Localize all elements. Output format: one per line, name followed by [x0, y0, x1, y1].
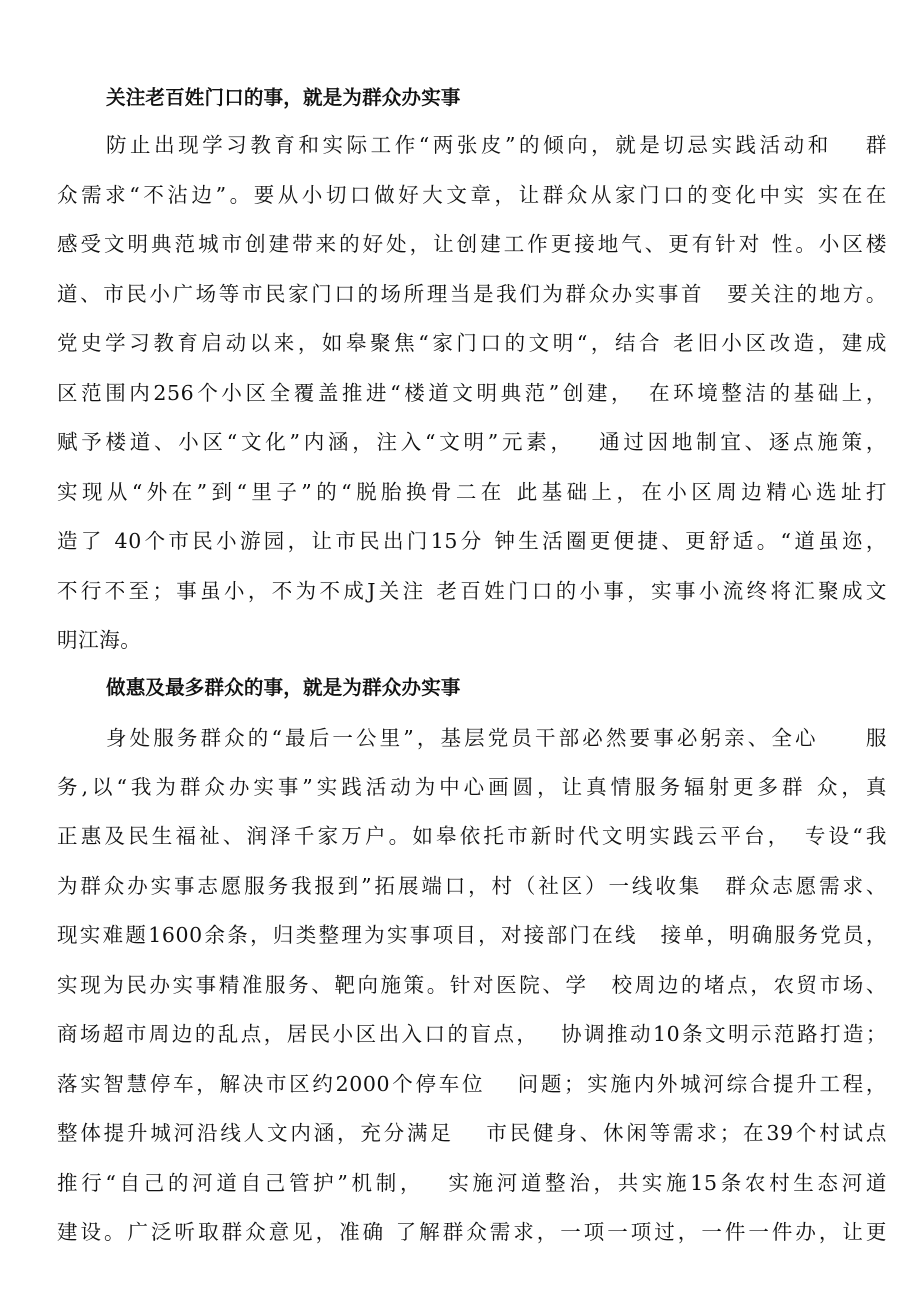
paragraph-line: 商场超市周边的乱点，居民小区出入口的盲点， 协调推动10条文明示范路打造；: [57, 1022, 887, 1046]
paragraph-line: 落实智慧停车，解决市区约2000个停车位 问题；实施内外城河综合提升工程，: [57, 1072, 887, 1096]
paragraph-line: 实现为民办实事精准服务、靶向施策。针对医院、学 校周边的堵点，农贸市场、: [57, 973, 887, 997]
paragraph-line: 不行不至；事虽小，不为不成J关注 老百姓门口的小事，实事小流终将汇聚成文: [57, 579, 887, 603]
paragraph-line: 为群众办实事志愿服务我报到”拓展端口，村（社区）一线收集 群众志愿需求、: [57, 874, 887, 898]
paragraph-line: 感受文明典范城市创建带来的好处，让创建工作更接地气、更有针对 性。小区楼: [57, 232, 887, 256]
paragraph-line: 道、市民小广场等市民家门口的场所理当是我们为群众办实事首 要关注的地方。: [57, 282, 887, 306]
paragraph-line: 造了 40个市民小游园，让市民出门15分 钟生活圈更便捷、更舒适。“道虽迩，: [57, 529, 887, 553]
paragraph-line: 身处服务群众的“最后一公里”，基层党员干部必然要事必躬亲、全心 服: [106, 726, 887, 750]
paragraph-line: 推行“自己的河道自己管护”机制， 实施河道整治，共实施15条农村生态河道: [57, 1171, 887, 1195]
paragraph-line: 务,以“我为群众办实事”实践活动为中心画圆，让真情服务辐射更多群 众，真: [57, 775, 887, 799]
paragraph-line: 实现从“外在”到“里子”的“脱胎换骨二在 此基础上，在小区周边精心选址打: [57, 480, 887, 504]
paragraph-line: 现实难题1600余条，归类整理为实事项目，对接部门在线 接单，明确服务党员，: [57, 923, 887, 947]
paragraph-line: 众需求“不沾边”。要从小切口做好大文章，让群众从家门口的变化中实 实在在: [57, 183, 887, 207]
paragraph-line: 建设。广泛听取群众意见，准确 了解群众需求，一项一项过，一件一件办，让更: [57, 1220, 887, 1244]
paragraph-line: 防止出现学习教育和实际工作“两张皮”的倾向，就是切忌实践活动和 群: [106, 133, 887, 157]
paragraph-line: 党史学习教育启动以来，如皋聚焦“家门口的文明“，结合 老旧小区改造，建成: [57, 331, 887, 355]
paragraph-line: 整体提升城河沿线人文内涵，充分满足 市民健身、休闲等需求；在39个村试点: [57, 1121, 887, 1145]
section-heading-1: 关注老百姓门口的事，就是为群众办实事: [106, 86, 461, 109]
section-heading-2: 做惠及最多群众的事，就是为群众办实事: [106, 676, 461, 699]
paragraph-line: 明江海。: [57, 628, 142, 652]
paragraph-line: 区范围内256个小区全覆盖推进“楼道文明典范”创建， 在环境整洁的基础上，: [57, 381, 887, 405]
paragraph-line: 正惠及民生福祉、润泽千家万户。如皋依托市新时代文明实践云平台， 专设“我: [57, 824, 887, 848]
paragraph-line: 赋予楼道、小区“文化”内涵，注入“文明”元素， 通过因地制宜、逐点施策，: [57, 430, 887, 454]
